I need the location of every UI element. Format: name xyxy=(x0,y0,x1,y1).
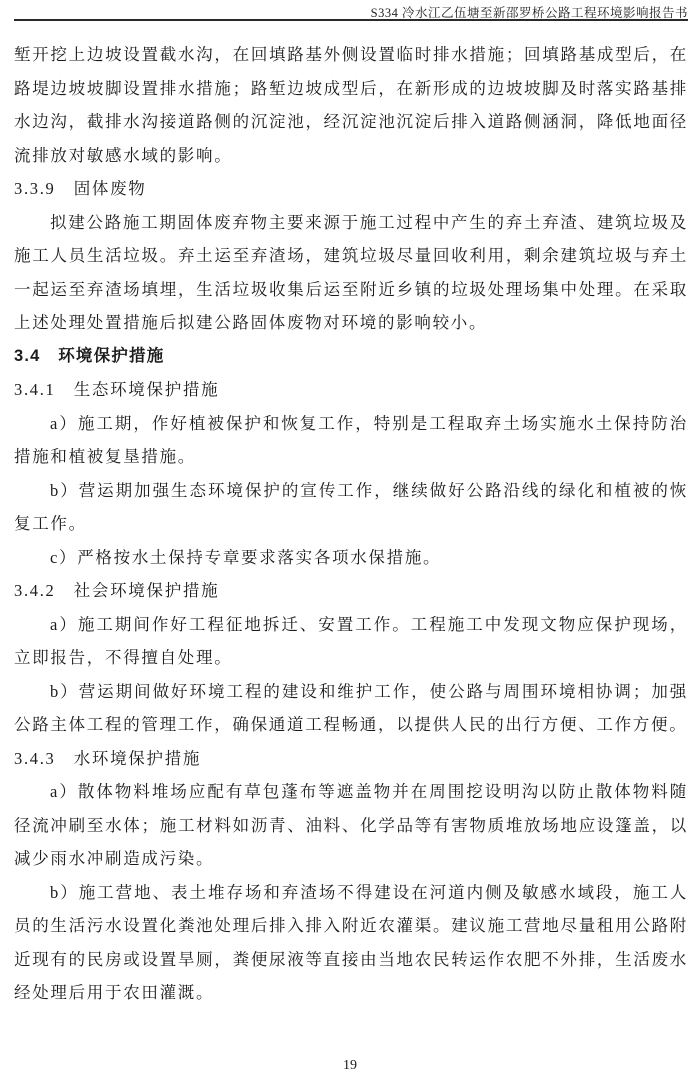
list-item-ecological-a: a）施工期，作好植被保护和恢复工作，特别是工程取弃土场实施水土保持防治措施和植被复垦措施。 xyxy=(14,413,688,466)
list-item-ecological-b: b）营运期加强生态环境保护的宣传工作，继续做好公路沿线的绿化和植被的恢复工作。 xyxy=(14,480,688,533)
section-heading-3-3-9-solid-waste: 3.3.9 固体废物 xyxy=(14,179,147,198)
list-item-social-b: b）营运期间做好环境工程的建设和维护工作，使公路与周围环境相协调；加强公路主体工程的管理工作，确保通道工程畅通，以提供人民的出行方便、工作方便。 xyxy=(14,681,688,734)
list-item-water-b: b）施工营地、表土堆存场和弃渣场不得建设在河道内侧及敏感水域段，施工人员的生活污水设置化粪池处理后排入排入附近农灌渠。建议施工营地尽量租用公路附近现有的民房或设置旱厕，粪便尿液等直接由当地农民转运作农肥不外排，生活废水经处理后用于农田灌溉。 xyxy=(14,882,688,1002)
running-header-title: S334 冷水江乙伍塘至新邵罗桥公路工程环境影响报告书 xyxy=(370,6,688,20)
section-heading-3-4-3-water-measures: 3.4.3 水环境保护措施 xyxy=(14,748,202,768)
paragraph-roadbed-drainage: 堑开挖上边坡设置截水沟，在回填路基外侧设置临时排水措施；回填路基成型后，在路堤边坡坡脚设置排水措施；路堑边坡成型后，在新形成的边坡坡脚及时落实路基排水边沟，截排水沟接道路侧的沉淀池，经沉淀池沉淀后排入道路侧涵洞，降低地面径流排放对敏感水域的影响。 xyxy=(14,45,688,165)
document-body xyxy=(14,38,688,1010)
section-heading-3-4-2-social-measures: 3.4.2 社会环境保护措施 xyxy=(14,581,220,600)
list-item-water-a: a）散体物料堆场应配有草包蓬布等遮盖物并在周围挖设明沟以防止散体物料随径流冲刷至水体；施工材料如沥青、油料、化学品等有害物质堆放场地应设篷盖，以减少雨水冲刷造成污染。 xyxy=(14,782,688,868)
section-heading-3-4-environmental-protection: 3.4 环境保护措施 xyxy=(14,346,165,365)
page-number: 19 xyxy=(343,1058,357,1073)
list-item-ecological-c: c）严格按水土保持专章要求落实各项水保措施。 xyxy=(50,547,442,567)
paragraph-solid-waste-sources: 拟建公路施工期固体废弃物主要来源于施工过程中产生的弃土弃渣、建筑垃圾及施工人员生活垃圾。弃土运至弃渣场，建筑垃圾尽量回收利用，剩余建筑垃圾与弃土一起运至弃渣场填埋，生活垃圾收集后运至附近乡镇的垃圾处理场集中处理。在采取上述处理处置措施后拟建公路固体废物对环境的影响较小。 xyxy=(14,212,688,332)
list-item-social-a: a）施工期间作好工程征地拆迁、安置工作。工程施工中发现文物应保护现场，立即报告，不得擅自处理。 xyxy=(14,614,688,667)
section-heading-3-4-1-ecological-measures: 3.4.1 生态环境保护措施 xyxy=(14,380,220,399)
header-divider-rule xyxy=(14,19,688,21)
